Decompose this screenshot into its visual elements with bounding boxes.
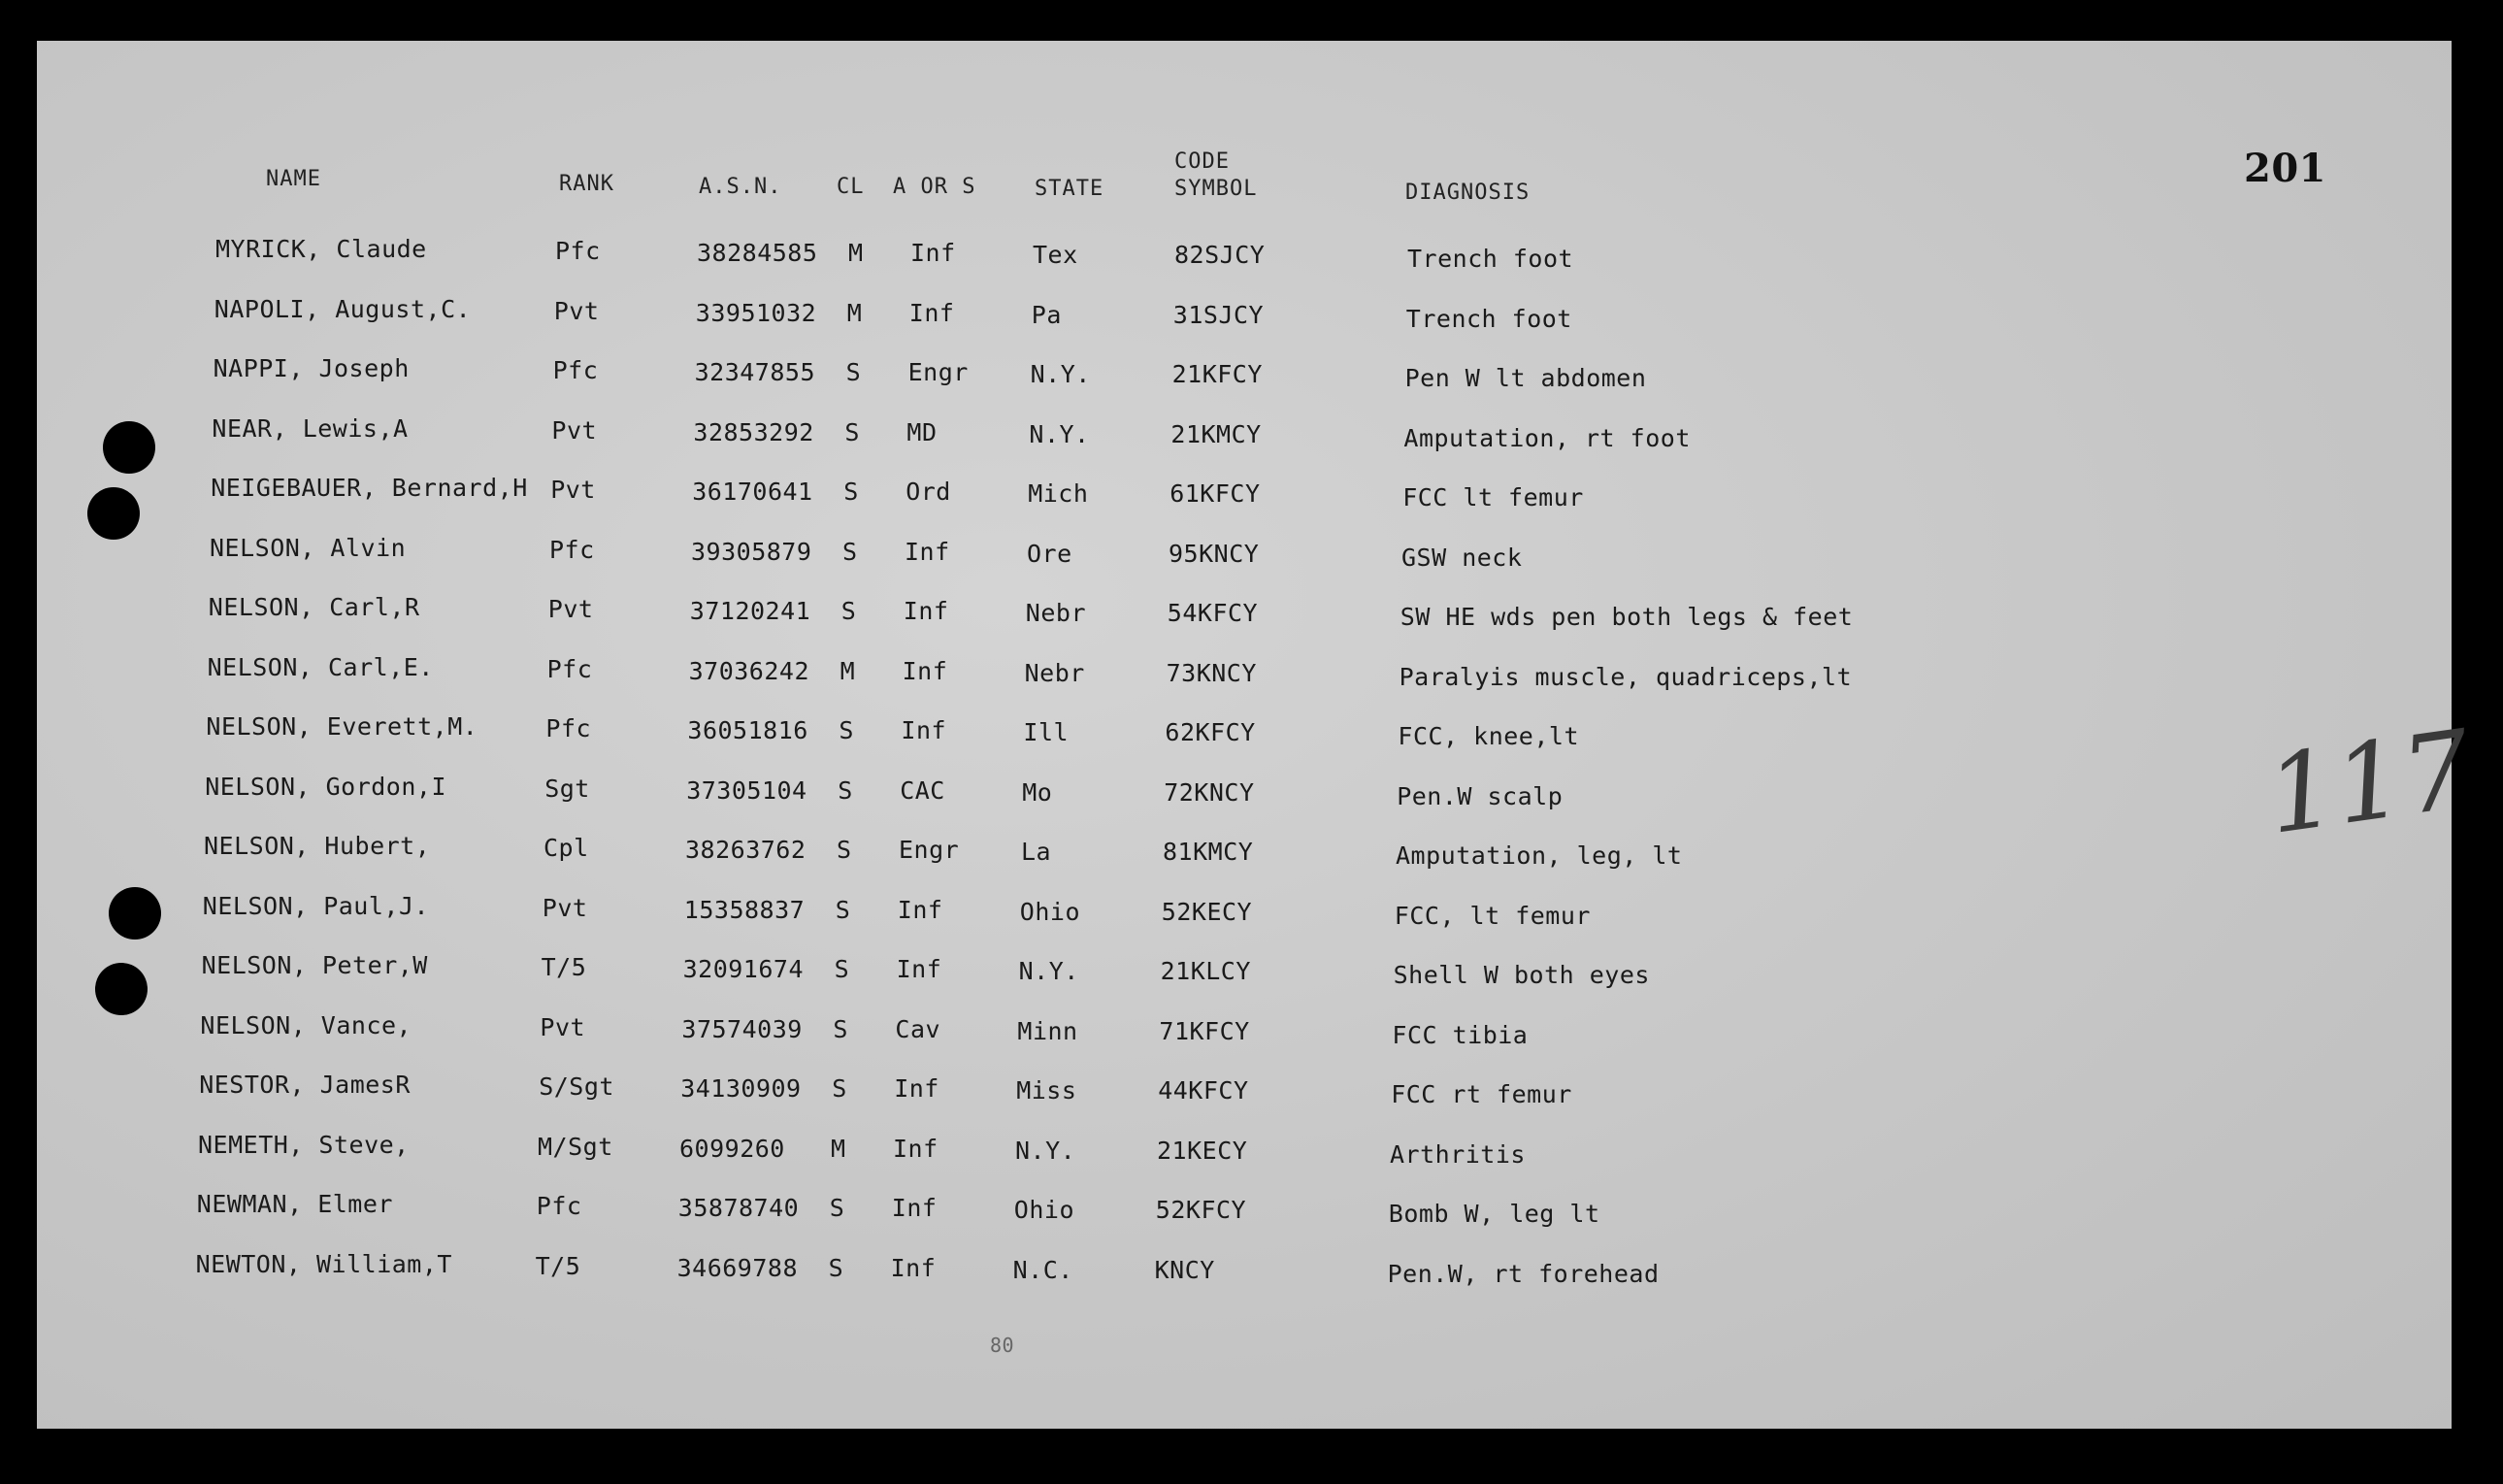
- cell-name: NAPPI, Joseph: [213, 354, 410, 382]
- footer-mark: 80: [990, 1334, 1015, 1357]
- table-row: [37, 474, 2452, 528]
- cell-aos: Ord: [906, 478, 951, 506]
- cell-cl: S: [840, 597, 857, 625]
- cell-state: N.Y.: [1018, 957, 1079, 985]
- cell-rank: Pvt: [547, 595, 594, 623]
- cell-diagnosis: FCC, lt femur: [1394, 901, 1591, 930]
- cell-rank: Pvt: [540, 1012, 586, 1041]
- cell-name: NEMETH, Steve,: [198, 1130, 410, 1159]
- cell-aos: MD: [906, 417, 938, 446]
- header-a-or-s: A OR S: [893, 175, 976, 199]
- cell-aos: Inf: [894, 1074, 939, 1103]
- cell-name: NEAR, Lewis,A: [212, 413, 409, 443]
- cell-name: NELSON, Paul,J.: [202, 891, 430, 920]
- table-row: [37, 414, 2452, 469]
- cell-code: 82SJCY: [1174, 241, 1266, 269]
- page-number: 201: [2244, 146, 2326, 191]
- cell-diagnosis: Amputation, leg, lt: [1396, 841, 1683, 870]
- cell-code: 54KFCY: [1167, 599, 1259, 627]
- cell-code: 95KNCY: [1169, 539, 1260, 568]
- cell-diagnosis: FCC tibia: [1392, 1020, 1529, 1049]
- table-row: [37, 653, 2452, 708]
- cell-asn: 32853292: [693, 417, 814, 446]
- cell-rank: Pfc: [546, 654, 593, 683]
- cell-diagnosis: Trench foot: [1407, 245, 1574, 273]
- cell-diagnosis: FCC, knee,lt: [1398, 722, 1580, 750]
- punch-hole: [87, 487, 140, 540]
- cell-asn: 35878740: [677, 1194, 800, 1222]
- cell-asn: 32091674: [682, 955, 805, 983]
- cell-aos: Engr: [907, 358, 969, 386]
- cell-code: 73KNCY: [1166, 658, 1257, 687]
- cell-state: Nebr: [1025, 599, 1087, 627]
- cell-rank: Pvt: [542, 893, 588, 922]
- cell-state: Tex: [1033, 241, 1078, 269]
- cell-cl: S: [829, 1194, 845, 1222]
- cell-aos: Inf: [902, 656, 948, 685]
- header-cl: CL: [837, 175, 865, 199]
- table-row: [37, 235, 2452, 289]
- cell-diagnosis: SW HE wds pen both legs & feet: [1400, 603, 1854, 631]
- cell-diagnosis: Arthritis: [1390, 1139, 1526, 1169]
- cell-asn: 36051816: [687, 716, 808, 744]
- cell-aos: Inf: [896, 955, 942, 983]
- header-asn: A.S.N.: [699, 175, 782, 199]
- cell-aos: Inf: [893, 1134, 939, 1163]
- table-row: [37, 1190, 2452, 1244]
- table-row: [37, 773, 2452, 827]
- cell-aos: Inf: [891, 1194, 938, 1222]
- table-row: [37, 354, 2452, 409]
- cell-state: Nebr: [1024, 658, 1085, 687]
- cell-code: 52KECY: [1161, 897, 1253, 926]
- table-row: [37, 1011, 2452, 1066]
- cell-rank: Pfc: [545, 714, 592, 742]
- cell-cl: M: [831, 1134, 846, 1163]
- cell-cl: S: [828, 1253, 844, 1282]
- cell-asn: 37120241: [689, 597, 811, 625]
- cell-code: 72KNCY: [1164, 777, 1255, 807]
- cell-rank: Sgt: [544, 774, 590, 803]
- cell-name: NELSON, Carl,R: [208, 593, 420, 621]
- cell-asn: 37574039: [681, 1014, 803, 1043]
- cell-cl: S: [832, 1074, 847, 1103]
- cell-name: NELSON, Gordon,I: [205, 772, 447, 801]
- cell-state: Ohio: [1013, 1196, 1075, 1224]
- cell-aos: Inf: [901, 716, 947, 744]
- cell-code: 62KFCY: [1165, 718, 1256, 746]
- cell-code: 61KFCY: [1169, 479, 1261, 508]
- cell-name: NEWTON, William,T: [195, 1249, 452, 1278]
- punch-hole: [109, 887, 161, 940]
- cell-cl: S: [839, 716, 854, 744]
- table-row: [37, 832, 2452, 886]
- cell-state: Pa: [1031, 300, 1062, 329]
- header-name: NAME: [266, 167, 321, 191]
- cell-code: 21KLCY: [1160, 957, 1251, 985]
- cell-aos: Inf: [908, 298, 955, 327]
- cell-state: Mich: [1028, 479, 1089, 508]
- table-row: [37, 892, 2452, 946]
- table-row: [37, 712, 2452, 767]
- cell-aos: Cav: [895, 1014, 941, 1043]
- cell-state: N.Y.: [1015, 1136, 1076, 1165]
- header-rank: RANK: [559, 172, 614, 196]
- table-row: [37, 1250, 2452, 1304]
- cell-name: NELSON, Peter,W: [201, 951, 428, 979]
- cell-aos: Inf: [903, 597, 949, 625]
- cell-state: N.Y.: [1029, 419, 1090, 448]
- cell-state: Ill: [1023, 718, 1070, 746]
- cell-cl: S: [837, 836, 852, 864]
- cell-code: 21KECY: [1157, 1136, 1248, 1165]
- cell-state: Ore: [1027, 539, 1072, 568]
- header-state: STATE: [1035, 177, 1104, 201]
- cell-asn: 32347855: [694, 358, 816, 386]
- cell-cl: M: [848, 239, 864, 267]
- cell-cl: S: [843, 478, 859, 506]
- header-code-symbol-line1: CODE: [1174, 149, 1230, 174]
- cell-diagnosis: GSW neck: [1401, 543, 1523, 572]
- cell-state: Miss: [1016, 1076, 1077, 1105]
- cell-diagnosis: Pen.W, rt forehead: [1387, 1259, 1660, 1288]
- cell-asn: 38263762: [685, 836, 807, 864]
- cell-rank: Pvt: [553, 296, 600, 325]
- cell-diagnosis: FCC rt femur: [1391, 1080, 1572, 1108]
- cell-rank: Pfc: [549, 535, 595, 564]
- cell-name: NELSON, Vance,: [200, 1010, 412, 1039]
- cell-state: Minn: [1017, 1016, 1078, 1045]
- cell-rank: T/5: [541, 953, 587, 981]
- cell-asn: 34669788: [676, 1253, 799, 1282]
- cell-code: 21KFCY: [1171, 360, 1263, 388]
- cell-asn: 15358837: [683, 895, 806, 924]
- cell-rank: Pvt: [551, 415, 598, 445]
- cell-diagnosis: Pen.W scalp: [1397, 781, 1564, 810]
- table-row: [37, 951, 2452, 1006]
- cell-asn: 34130909: [680, 1074, 802, 1103]
- cell-name: NELSON, Alvin: [210, 533, 407, 562]
- cell-rank: M/Sgt: [538, 1132, 613, 1161]
- header-code-symbol-line2: SYMBOL: [1174, 177, 1258, 201]
- cell-asn: 37305104: [686, 775, 807, 805]
- cell-diagnosis: FCC lt femur: [1402, 483, 1584, 511]
- table-row: [37, 1071, 2452, 1125]
- cell-cl: S: [842, 537, 858, 566]
- cell-diagnosis: Shell W both eyes: [1393, 961, 1650, 989]
- cell-code: KNCY: [1154, 1255, 1215, 1284]
- cell-diagnosis: Trench foot: [1405, 304, 1572, 333]
- cell-rank: T/5: [535, 1251, 581, 1280]
- cell-aos: Inf: [897, 895, 943, 924]
- cell-cl: S: [835, 895, 851, 924]
- table-row: [37, 534, 2452, 588]
- handwritten-note: 117: [2259, 707, 2479, 858]
- cell-asn: 36170641: [692, 478, 813, 506]
- cell-name: NESTOR, JamesR: [199, 1071, 411, 1099]
- table-row: [37, 593, 2452, 647]
- punch-hole: [95, 963, 148, 1015]
- cell-aos: Inf: [905, 537, 950, 566]
- cell-state: Mo: [1022, 777, 1053, 807]
- cell-rank: Pfc: [552, 356, 599, 384]
- cell-name: MYRICK, Claude: [215, 235, 427, 263]
- cell-cl: S: [834, 955, 850, 983]
- cell-asn: 33951032: [695, 298, 817, 327]
- table-row: [37, 1131, 2452, 1185]
- cell-rank: Pvt: [550, 476, 596, 504]
- cell-diagnosis: Bomb W, leg lt: [1388, 1200, 1600, 1228]
- cell-name: NEIGEBAUER, Bernard,H: [211, 474, 528, 502]
- cell-state: N.C.: [1012, 1255, 1073, 1284]
- punch-hole: [103, 421, 155, 474]
- cell-name: NAPOLI, August,C.: [214, 294, 472, 323]
- cell-code: 31SJCY: [1172, 300, 1265, 329]
- table-row: [37, 295, 2452, 349]
- header-diagnosis: DIAGNOSIS: [1405, 181, 1531, 205]
- cell-cl: M: [846, 298, 863, 327]
- cell-asn: 37036242: [688, 656, 810, 685]
- cell-code: 81KMCY: [1163, 838, 1254, 866]
- cell-rank: S/Sgt: [539, 1072, 614, 1101]
- cell-cl: S: [833, 1014, 848, 1043]
- cell-cl: S: [838, 775, 853, 805]
- cell-asn: 6099260: [679, 1134, 785, 1163]
- cell-name: NEWMAN, Elmer: [196, 1190, 393, 1218]
- cell-rank: Pfc: [555, 237, 601, 265]
- cell-aos: CAC: [900, 775, 945, 805]
- cell-aos: Inf: [910, 239, 956, 267]
- cell-code: 44KFCY: [1158, 1076, 1249, 1105]
- cell-state: La: [1021, 838, 1052, 866]
- cell-name: NELSON, Hubert,: [204, 832, 431, 860]
- cell-cl: S: [844, 417, 860, 446]
- cell-name: NELSON, Everett,M.: [206, 712, 478, 741]
- cell-asn: 39305879: [691, 537, 812, 566]
- cell-code: 71KFCY: [1159, 1016, 1250, 1045]
- cell-aos: Engr: [899, 836, 960, 864]
- cell-rank: Pfc: [536, 1192, 582, 1220]
- cell-code: 21KMCY: [1170, 419, 1262, 448]
- cell-diagnosis: Paralyis muscle, quadriceps,lt: [1399, 662, 1853, 691]
- cell-aos: Inf: [890, 1253, 937, 1282]
- cell-cl: S: [845, 358, 862, 386]
- cell-state: Ohio: [1019, 897, 1081, 926]
- cell-code: 52KFCY: [1155, 1196, 1247, 1224]
- cell-asn: 38284585: [697, 239, 818, 267]
- cell-rank: Cpl: [543, 834, 589, 862]
- cell-diagnosis: Pen W lt abdomen: [1404, 364, 1647, 392]
- cell-name: NELSON, Carl,E.: [207, 652, 434, 681]
- cell-state: N.Y.: [1030, 360, 1091, 388]
- record-card: [37, 41, 2479, 1429]
- cell-cl: M: [840, 656, 856, 685]
- cell-diagnosis: Amputation, rt foot: [1403, 423, 1691, 452]
